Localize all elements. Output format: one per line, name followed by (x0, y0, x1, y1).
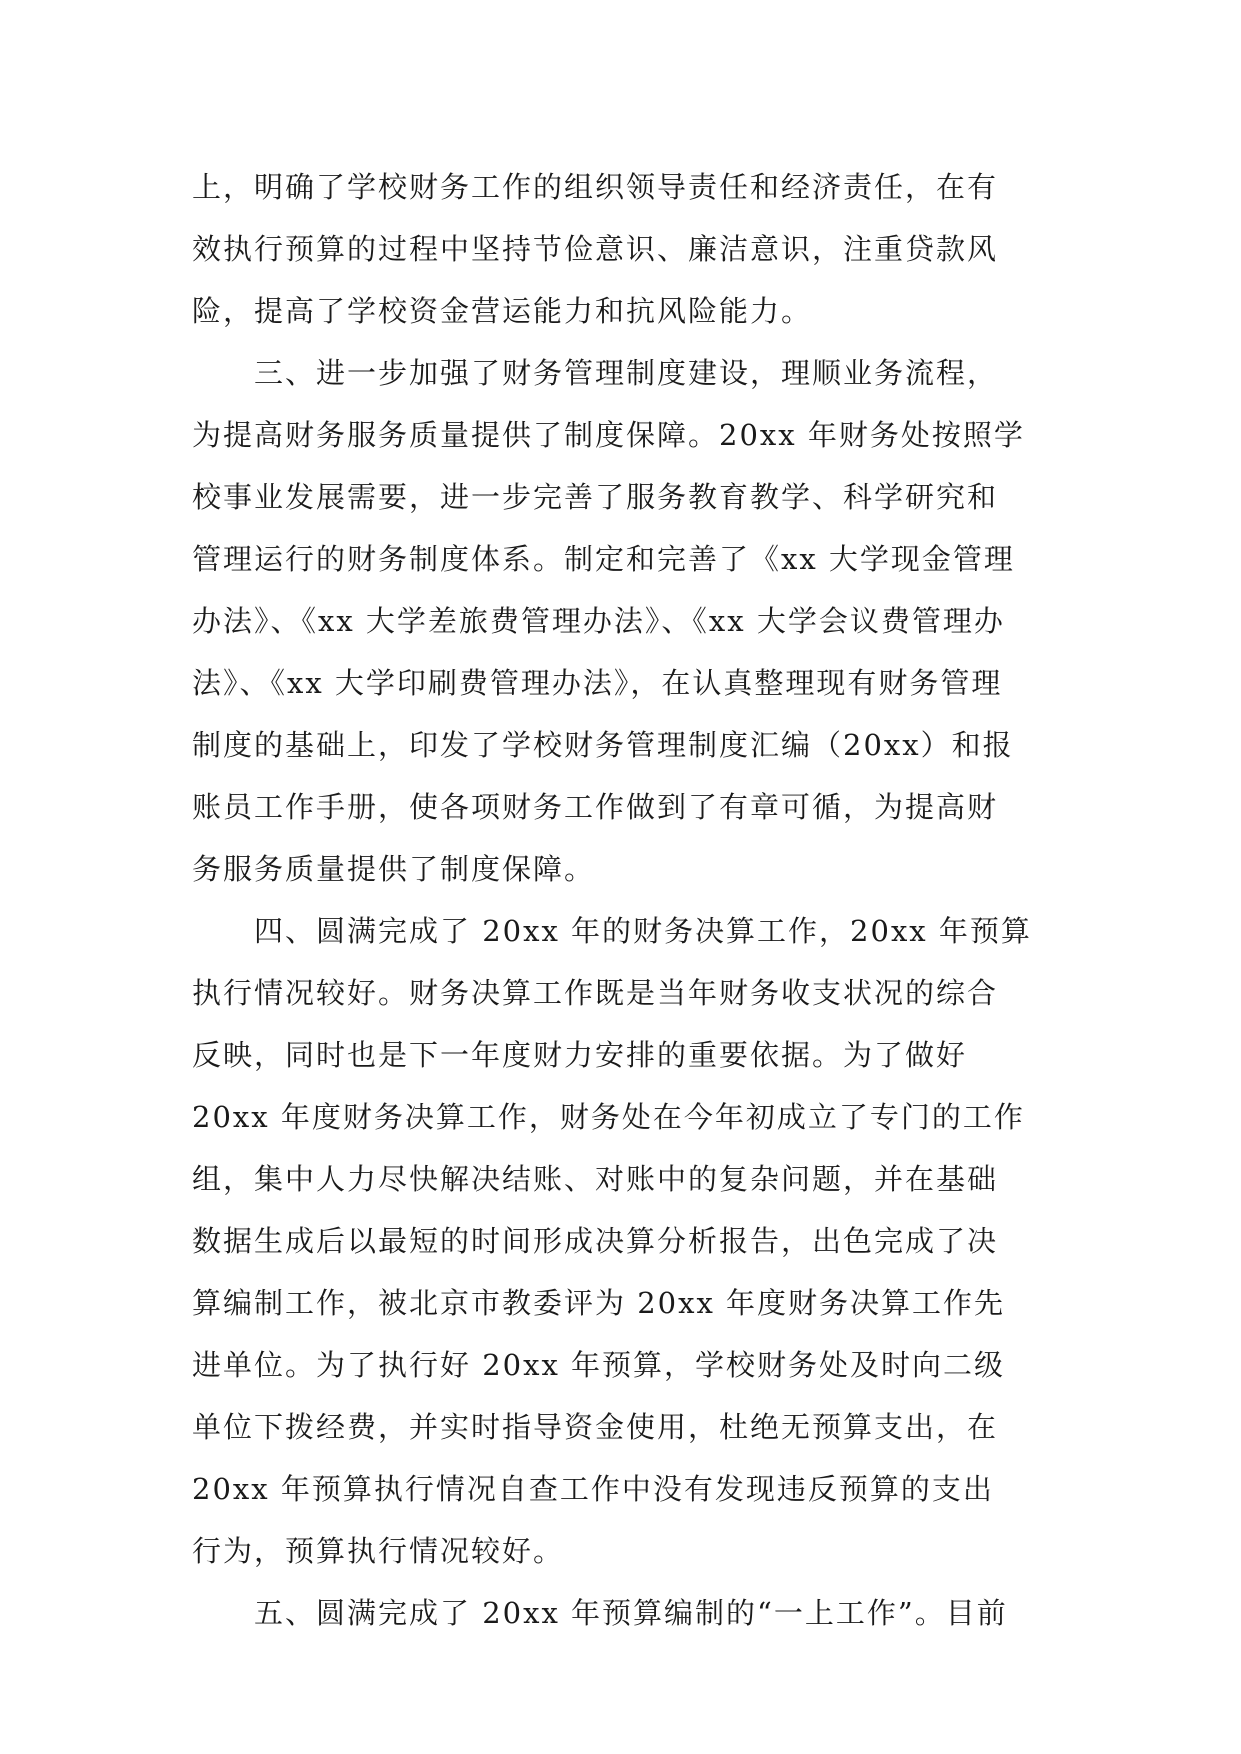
text-line: 上，明确了学校财务工作的组织领导责任和经济责任，在有 (192, 170, 999, 204)
text-line: 20xx 年预算执行情况自查工作中没有发现违反预算的支出 (192, 1472, 994, 1506)
text-line: 行为，预算执行情况较好。 (192, 1534, 565, 1568)
text-line: 校事业发展需要，进一步完善了服务教育教学、科学研究和 (192, 480, 999, 514)
text-line: 账员工作手册，使各项财务工作做到了有章可循，为提高财 (192, 790, 999, 824)
text-line: 效执行预算的过程中坚持节俭意识、廉洁意识，注重贷款风 (192, 232, 999, 266)
paragraph (192, 1582, 1052, 1644)
text-line: 为提高财务服务质量提供了制度保障。20xx 年财务处按照学 (192, 418, 1025, 452)
text-line: 法》、《xx 大学印刷费管理办法》，在认真整理现有财务管理 (192, 666, 1003, 700)
text-line: 务服务质量提供了制度保障。 (192, 852, 596, 886)
text-line: 进单位。为了执行好 20xx 年预算，学校财务处及时向二级 (192, 1348, 1006, 1382)
text-line: 四、圆满完成了 20xx 年的财务决算工作，20xx 年预算 (192, 914, 1032, 948)
text-line: 执行情况较好。财务决算工作既是当年财务收支状况的综合 (192, 976, 999, 1010)
text-line: 算编制工作，被北京市教委评为 20xx 年度财务决算工作先 (192, 1286, 1006, 1320)
text-line: 反映，同时也是下一年度财力安排的重要依据。为了做好 (192, 1038, 968, 1072)
text-line: 五、圆满完成了 20xx 年预算编制的“一上工作”。目前 (192, 1596, 1008, 1630)
text-line: 办法》、《xx 大学差旅费管理办法》、《xx 大学会议费管理办 (192, 604, 1005, 638)
text-line: 组，集中人力尽快解决结账、对账中的复杂问题，并在基础 (192, 1162, 999, 1196)
document-body (192, 156, 1052, 1644)
text-line: 管理运行的财务制度体系。制定和完善了《xx 大学现金管理 (192, 542, 1015, 576)
text-line: 20xx 年度财务决算工作，财务处在今年初成立了专门的工作 (192, 1100, 1025, 1134)
text-line: 单位下拨经费，并实时指导资金使用，杜绝无预算支出，在 (192, 1410, 999, 1444)
paragraph (192, 156, 1052, 342)
paragraph (192, 900, 1052, 1582)
text-line: 数据生成后以最短的时间形成决算分析报告，出色完成了决 (192, 1224, 999, 1258)
text-line: 险，提高了学校资金营运能力和抗风险能力。 (192, 294, 813, 328)
text-line: 制度的基础上，印发了学校财务管理制度汇编（20xx）和报 (192, 728, 1014, 762)
text-line: 三、进一步加强了财务管理制度建设，理顺业务流程， (192, 356, 999, 390)
paragraph (192, 342, 1052, 900)
